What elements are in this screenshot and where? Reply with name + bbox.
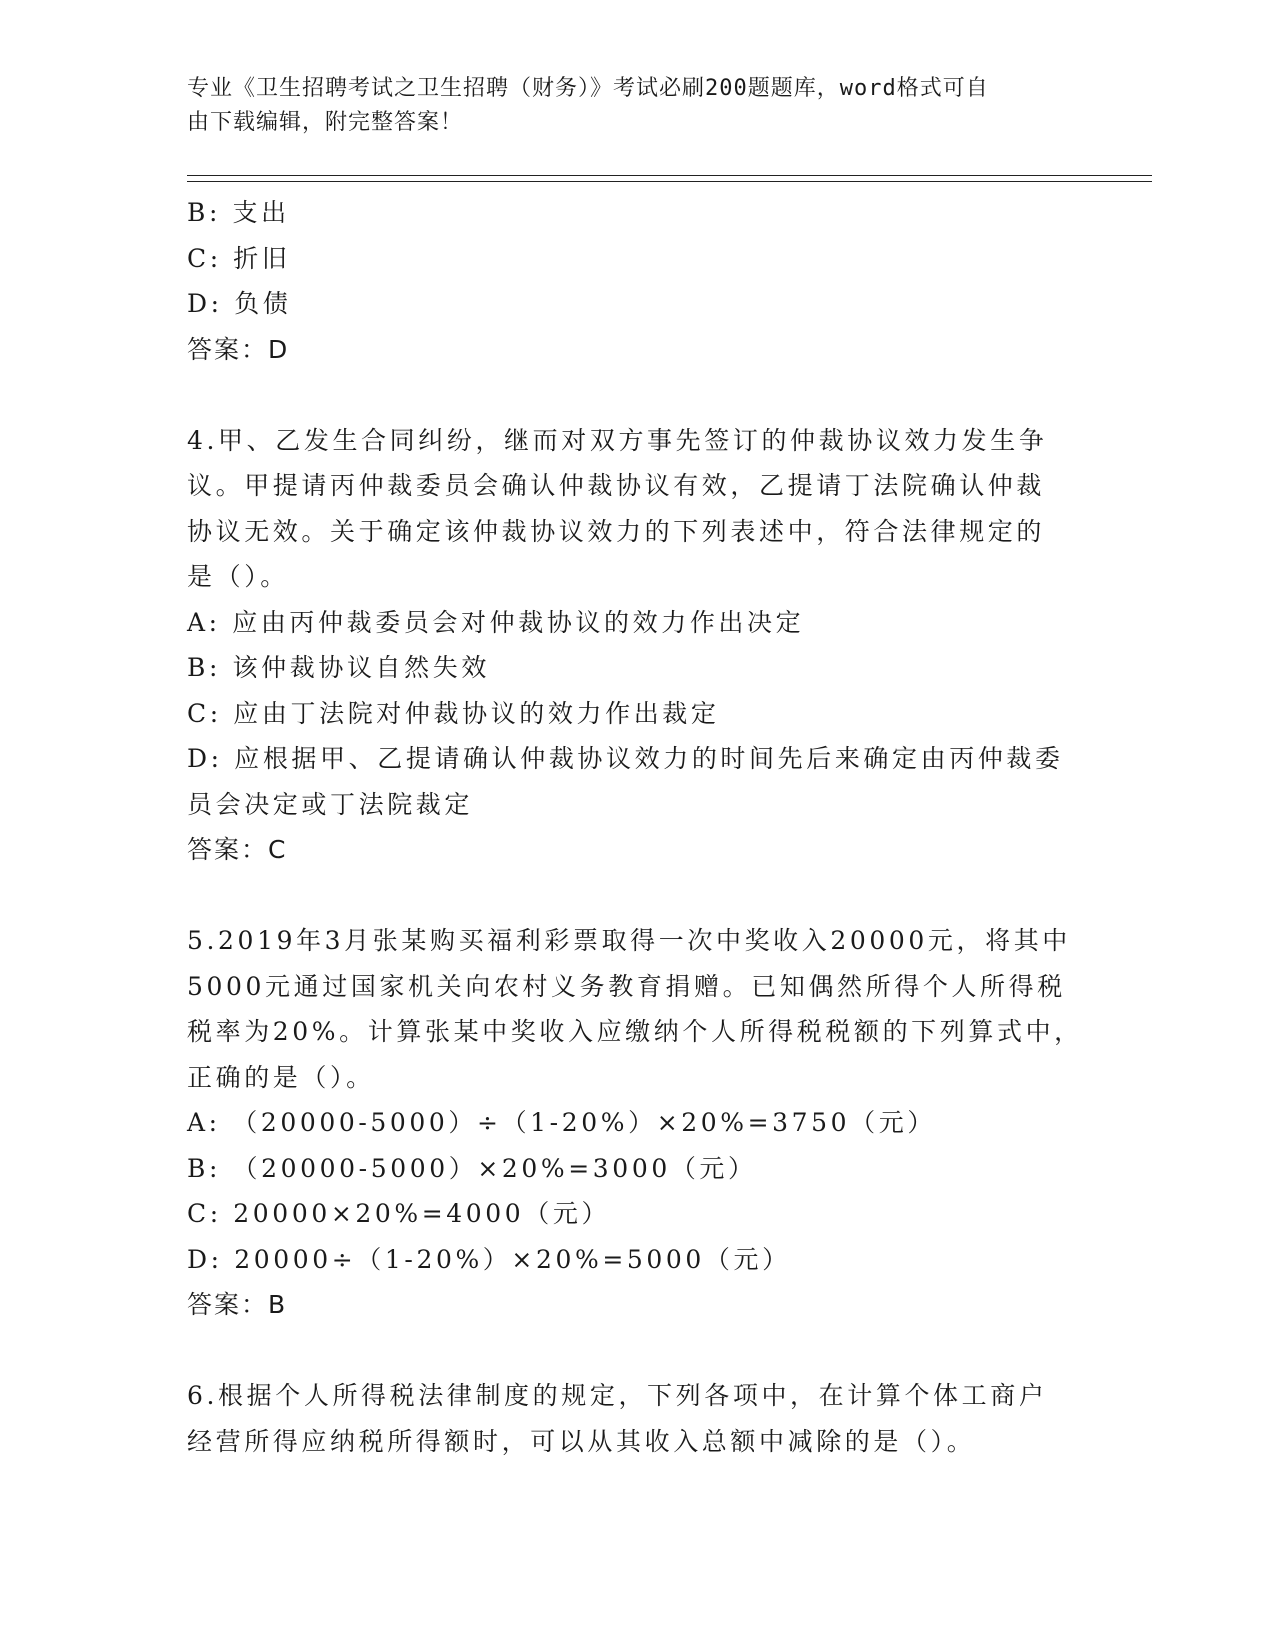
answer-line: 答案：D [187, 334, 290, 364]
header-line-2: 由下载编辑，附完整答案！ [187, 110, 464, 135]
header-divider-top [187, 175, 1152, 176]
question-stem-line: 6.根据个人所得税法律制度的规定，下列各项中，在计算个体工商户 [187, 1381, 1048, 1410]
question-stem-line: 经营所得应纳税所得额时，可以从其收入总额中减除的是（）。 [187, 1426, 976, 1456]
option-b: B: 该仲裁协议自然失效 [187, 653, 490, 682]
option-d: D: 负债 [187, 289, 292, 318]
document-body [187, 190, 1083, 1464]
question-stem-line: 是（）。 [187, 562, 289, 591]
question-stem-line: 5000元通过国家机关向农村义务教育捐赠。已知偶然所得个人所得税 [187, 971, 1066, 1001]
question-4 [187, 418, 1077, 873]
spacer [187, 1328, 1077, 1374]
option-a: A: 应由丙仲裁委员会对仲裁协议的效力作出决定 [187, 607, 805, 637]
question-stem-line: 4.甲、乙发生合同纠纷，继而对双方事先签订的仲裁协议效力发生争 [187, 425, 1048, 455]
option-b: B: 支出 [187, 198, 290, 227]
question-stem-line: 协议无效。关于确定该仲裁协议效力的下列表述中，符合法律规定的 [187, 516, 1046, 546]
option-d: D: 应根据甲、乙提请确认仲裁协议效力的时间先后来确定由丙仲裁委 [187, 744, 1064, 773]
answer-line: 答案：B [187, 1290, 288, 1319]
option-c: C: 20000×20%=4000（元） [187, 1199, 611, 1228]
header-divider-bottom [187, 181, 1152, 182]
question-5 [187, 918, 1083, 1328]
option-c: C: 应由丁法院对仲裁协议的效力作出裁定 [187, 698, 720, 728]
question-stem-line: 5.2019年3月张某购买福利彩票取得一次中奖收入20000元，将其中 [187, 926, 1071, 955]
question-3-tail [187, 190, 1077, 372]
option-c: C: 折旧 [187, 243, 291, 273]
spacer [187, 372, 1077, 418]
question-stem-line: 议。甲提请丙仲裁委员会确认仲裁协议有效，乙提请丁法院确认仲裁 [187, 471, 1046, 500]
header-line-1: 专业《卫生招聘考试之卫生招聘（财务）》考试必刷200题题库，word格式可自 [187, 76, 989, 101]
question-stem-line: 正确的是（）。 [187, 1062, 375, 1092]
question-stem-line: 税率为20%。计算张某中奖收入应缴纳个人所得税税额的下列算式中， [187, 1017, 1083, 1046]
option-d: D: 20000÷（1-20%）×20%=5000（元） [187, 1244, 791, 1274]
answer-line: 答案：C [187, 835, 288, 864]
option-b: B: （20000-5000）×20%=3000（元） [187, 1153, 757, 1183]
spacer [187, 873, 1077, 919]
document-header [187, 72, 1067, 140]
option-a: A: （20000-5000）÷（1-20%）×20%=3750（元） [187, 1108, 936, 1137]
question-6 [187, 1373, 1077, 1464]
option-d-continued: 员会决定或丁法院裁定 [187, 789, 474, 819]
